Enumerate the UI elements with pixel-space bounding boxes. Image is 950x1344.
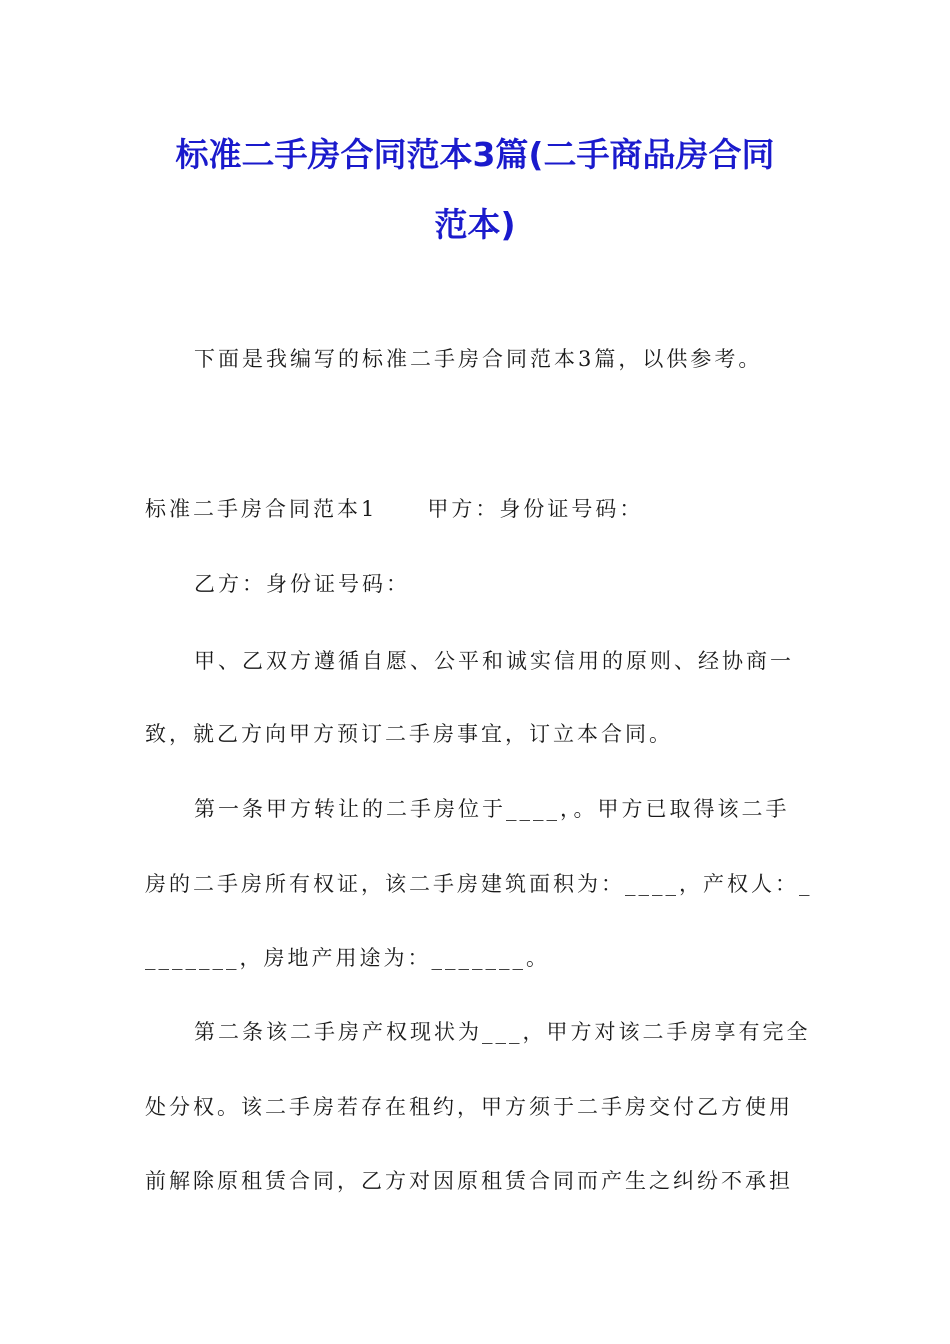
body-line-3: 第一条甲方转让的二手房位于____，。甲方已取得该二手 — [194, 797, 790, 821]
document-title-line-1: 标准二手房合同范本3篇(二手商品房合同 — [175, 135, 775, 174]
body-line-7: 处分权。该二手房若存在租约，甲方须于二手房交付乙方使用 — [145, 1095, 793, 1119]
section-label: 标准二手房合同范本1 — [145, 497, 378, 521]
intro-paragraph: 下面是我编写的标准二手房合同范本3篇，以供参考。 — [194, 347, 763, 371]
document-title-line-2: 范本) — [434, 205, 516, 244]
party-b-label: 乙方：身份证号码： — [194, 572, 410, 596]
section-heading-line — [145, 499, 643, 520]
body-line-6: 第二条该二手房产权现状为___，甲方对该二手房享有完全 — [194, 1020, 811, 1044]
body-line-8: 前解除原租赁合同，乙方对因原租赁合同而产生之纠纷不承担 — [145, 1169, 793, 1193]
body-line-1: 甲、乙双方遵循自愿、公平和诚实信用的原则、经协商一 — [194, 649, 794, 673]
body-line-2: 致，就乙方向甲方预订二手房事宜，订立本合同。 — [145, 722, 673, 746]
body-line-5: _______，房地产用途为：_______。 — [145, 946, 550, 970]
body-line-4: 房的二手房所有权证，该二手房建筑面积为：____，产权人：_ — [145, 872, 813, 896]
party-a-label: 甲方：身份证号码： — [427, 497, 644, 521]
